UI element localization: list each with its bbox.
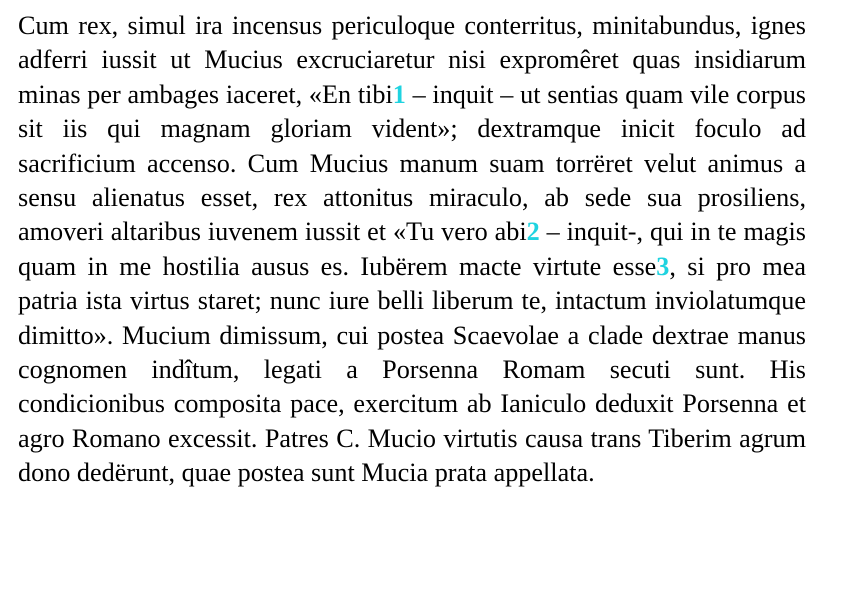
passage-text-segment: , si pro mea patria ista virtus staret; nunc iure belli liberum te, intactum inviolatumque dimitto». Mucium dimissum, cui postea Scaevolae a clade dextrae manus cognomen indîtum, legati a Porsenna Romam secuti sunt. His condicionibus composita pace, exercitum ab Ianiculo deduxit Porsenna et agro Romano excessit. Patres C. Mucio virtutis causa trans Tiberim agrum dono dedërunt, quae postea sunt Mucia prata appellata. [18,251,806,488]
passage-text-segment: – inquit-, qui in te magis quam in me hostilia ausus es. Iubërem macte virtute esse [18,217,806,281]
passage-text-segment: Cum rex, simul ira incensus periculoque conterritus, minitabundus, ignes adferri iussit ut Mucius excruciaretur nisi expromêret quas insidiarum minas per ambages iaceret, «En tibi [18,11,806,109]
note-reference-1: 1 [392,79,406,109]
passage-text-segment: – inquit – ut sentias quam vile corpus sit iis qui magnam gloriam vident»; dextramque inicit foculo ad sacrificium accenso. Cum Mucius manum suam torrëret velut animus a sensu alienatus esset, rex attonitus miraculo, ab sede sua prosiliens, amoveri altaribus iuvenem iussit et «Tu vero abi [18,79,806,247]
note-reference-3: 3 [656,251,670,281]
latin-passage [18,9,806,491]
note-reference-2: 2 [526,217,540,247]
